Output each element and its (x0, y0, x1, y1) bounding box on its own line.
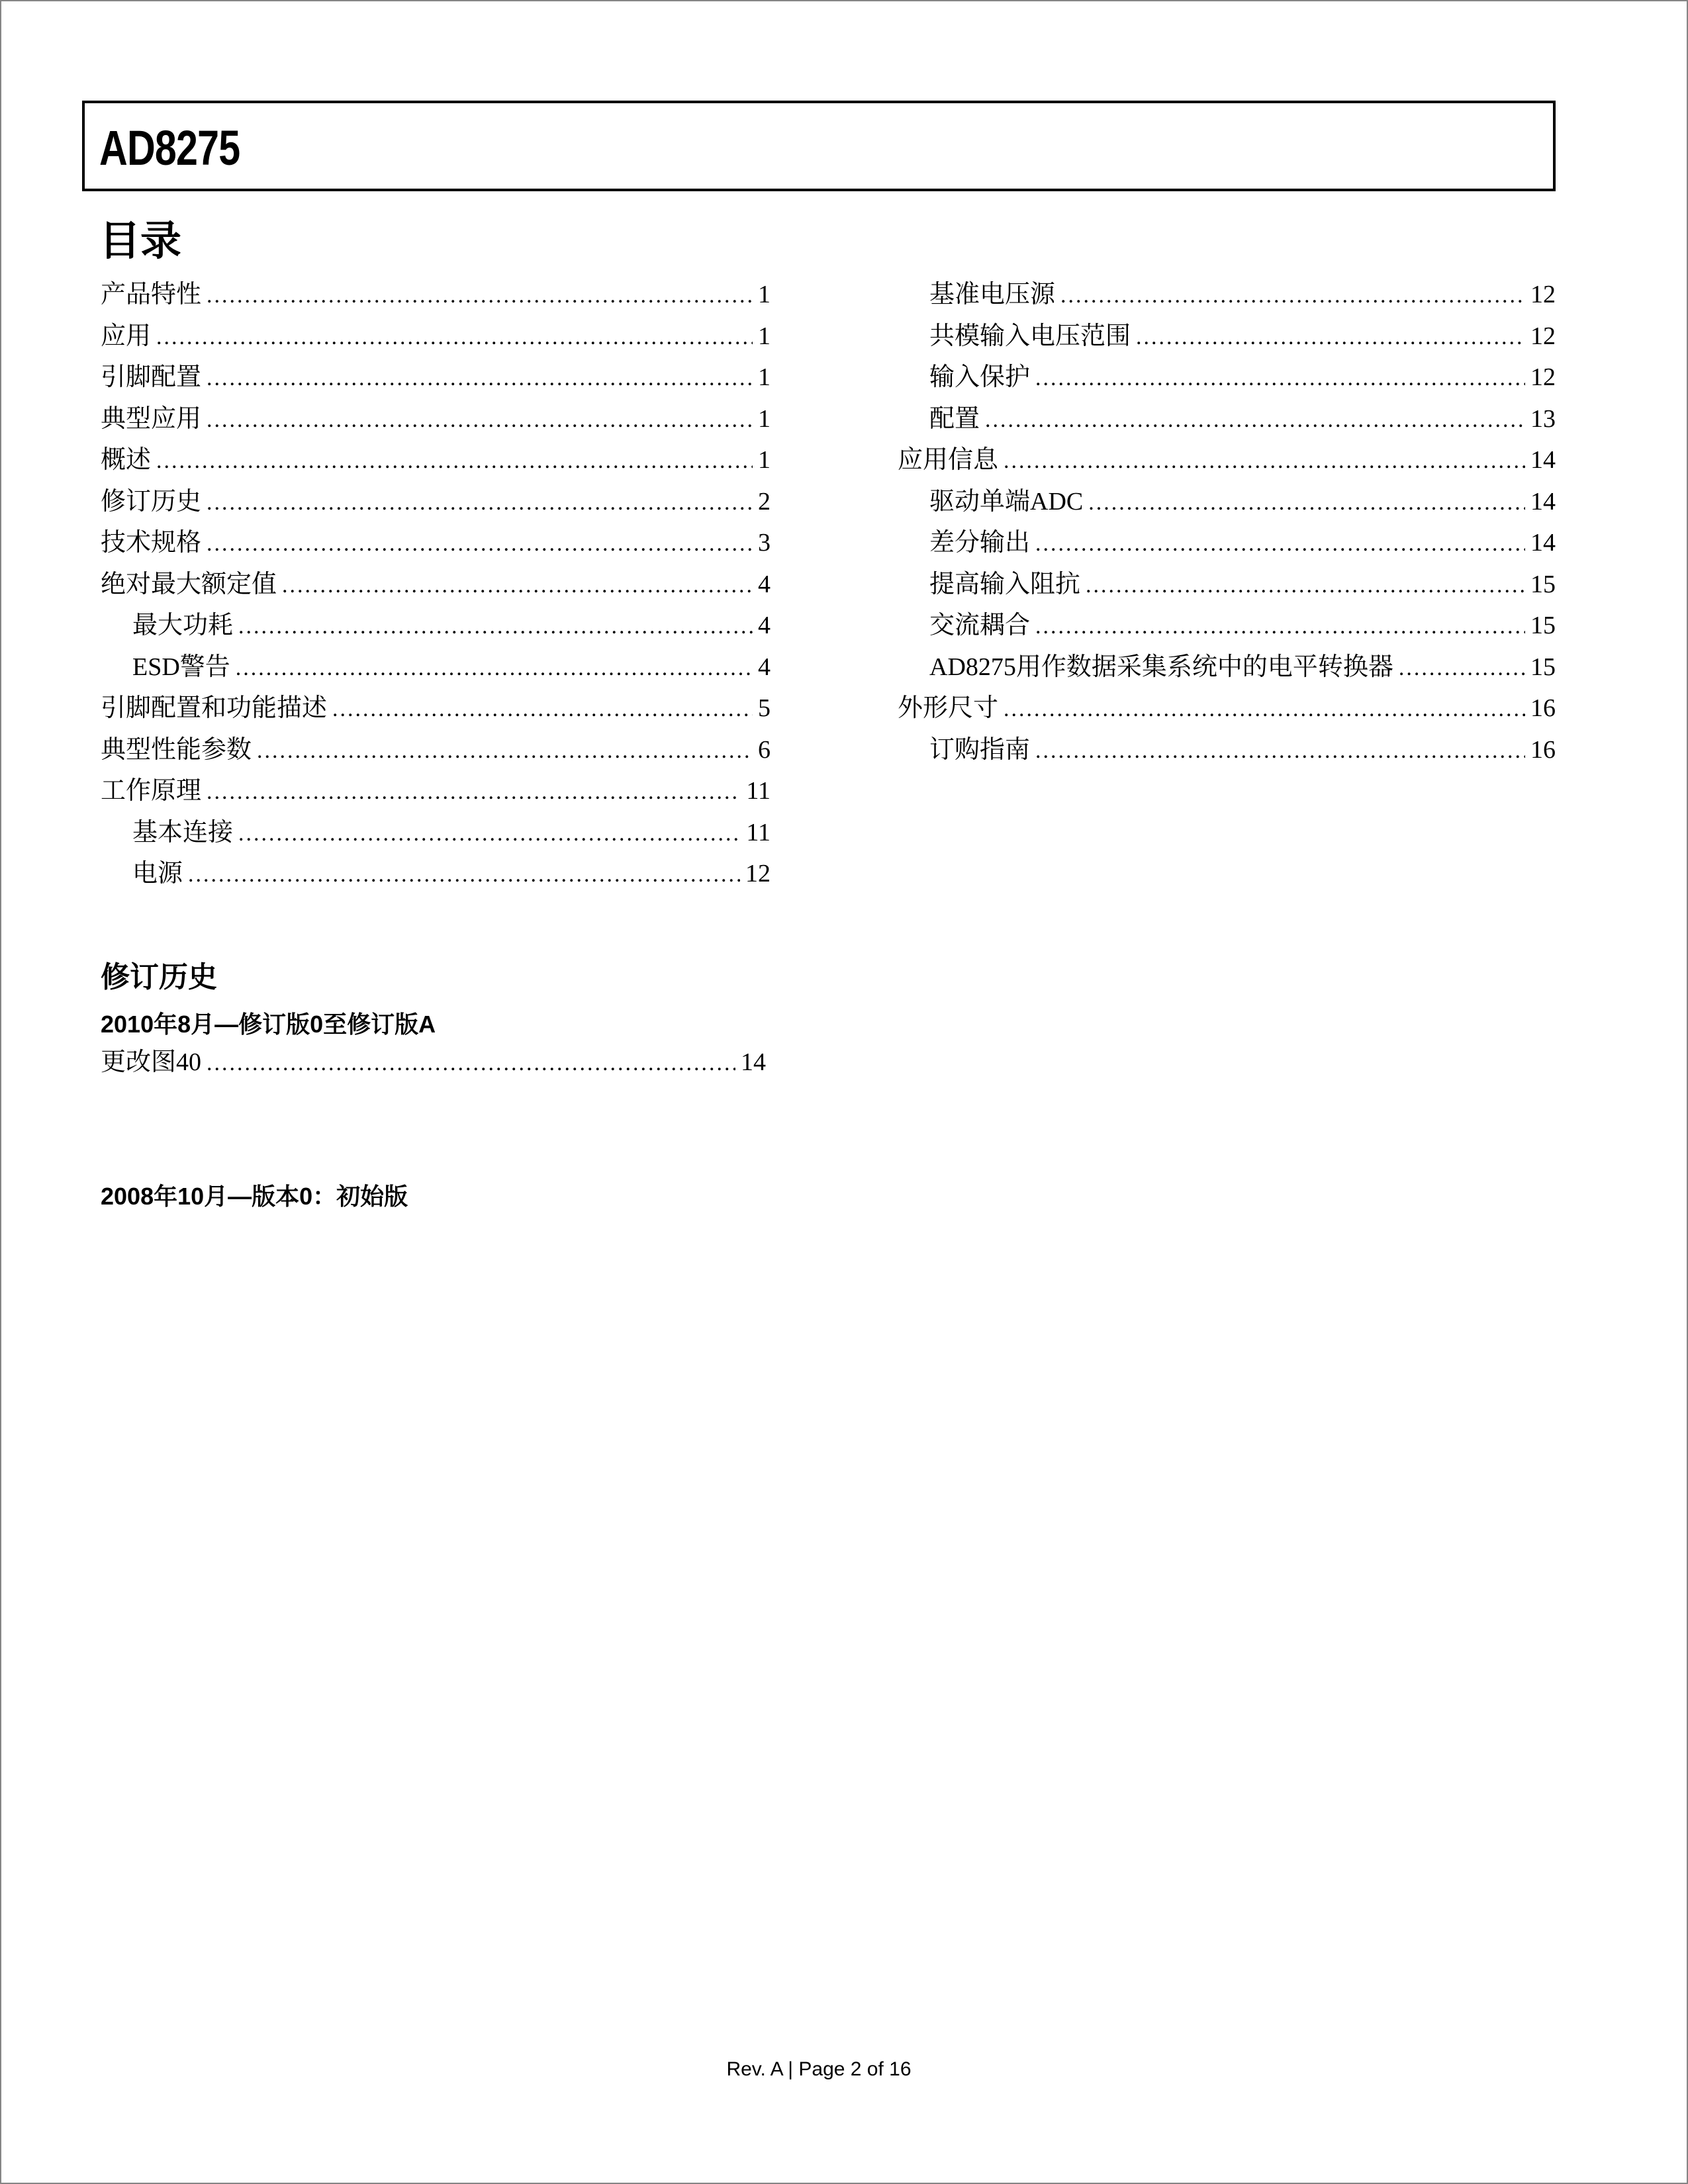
dot-leader (238, 606, 753, 648)
dot-leader (236, 648, 753, 690)
dot-leader (156, 317, 753, 359)
toc-entry[interactable] (898, 439, 1556, 481)
toc-entry-label: 最大功耗 (132, 612, 234, 639)
toc-entry-label: 配置 (929, 404, 980, 433)
toc-entry-page: 4 (758, 653, 771, 681)
toc-entry-page: 14 (1530, 446, 1556, 474)
toc-entry-label: 交流耦合 (929, 612, 1031, 639)
dot-leader (1035, 358, 1525, 400)
dot-leader (1035, 731, 1525, 772)
toc-entry[interactable] (101, 853, 771, 895)
dot-leader (207, 482, 753, 524)
toc-entry-page: 1 (758, 404, 771, 433)
toc-entry-page: 2 (758, 487, 771, 516)
toc-entry-page: 14 (1530, 529, 1556, 557)
toc-entry[interactable] (898, 398, 1556, 440)
toc-entry-label: 修订历史 (101, 487, 202, 516)
toc-left-column (101, 274, 771, 895)
toc-entry[interactable] (101, 316, 771, 357)
toc-entry-label: 技术规格 (101, 529, 202, 557)
toc-entry[interactable] (101, 647, 771, 688)
datasheet-header-box (82, 101, 1556, 191)
toc-title: 目录 (99, 218, 182, 264)
toc-entry[interactable] (898, 729, 1556, 771)
toc-entry-label: 电源 (132, 860, 183, 887)
dot-leader (1086, 565, 1525, 607)
toc-entry-label: 典型性能参数 (101, 735, 252, 764)
toc-entry-label: 基本连接 (132, 818, 234, 846)
revision-entry (101, 1042, 766, 1084)
toc-entry-label: 引脚配置 (101, 363, 202, 391)
toc-entry[interactable] (898, 357, 1556, 398)
toc-entry[interactable] (101, 357, 771, 398)
toc-entry[interactable] (898, 647, 1556, 688)
dot-leader (207, 772, 741, 813)
toc-entry-page: 11 (746, 777, 771, 805)
toc-entry-page: 1 (758, 363, 771, 391)
toc-entry-label: 工作原理 (101, 777, 202, 805)
dot-leader (207, 400, 753, 441)
toc-entry-label: ESD警告 (132, 653, 230, 681)
toc-entry-page: 15 (1530, 653, 1556, 681)
dot-leader (1004, 689, 1525, 731)
toc-entry-label: 外形尺寸 (898, 694, 999, 722)
toc-entry-page: 14 (1530, 487, 1556, 516)
dot-leader (1004, 441, 1525, 482)
dot-leader (207, 358, 753, 400)
toc-entry[interactable] (898, 688, 1556, 729)
dot-leader (1399, 648, 1525, 690)
toc-entry-page: 12 (1530, 363, 1556, 391)
dot-leader (332, 689, 753, 731)
revision-entry-page: 14 (741, 1048, 766, 1076)
toc-entry[interactable] (101, 398, 771, 440)
toc-entry-page: 4 (758, 570, 771, 598)
toc-entry[interactable] (101, 564, 771, 606)
dot-leader (207, 523, 753, 565)
dot-leader (188, 854, 740, 896)
revision-entry-label: 更改图40 (101, 1048, 202, 1076)
toc-entry-page: 1 (758, 446, 771, 474)
toc-entry-page: 6 (758, 735, 771, 764)
dot-leader (282, 565, 753, 607)
toc-entry[interactable] (101, 729, 771, 771)
toc-entry-page: 4 (758, 612, 771, 639)
toc-entry[interactable] (101, 688, 771, 729)
toc-entry[interactable] (898, 481, 1556, 523)
toc-entry-label: 产品特性 (101, 281, 202, 308)
toc-entry-label: 共模输入电压范围 (929, 322, 1131, 350)
toc-entry[interactable] (898, 316, 1556, 357)
toc-entry-page: 15 (1530, 570, 1556, 598)
dot-leader (238, 813, 741, 855)
toc-entry-label: 提高输入阻抗 (929, 570, 1081, 598)
toc-entry[interactable] (898, 522, 1556, 564)
dot-leader (1088, 482, 1525, 524)
toc-entry[interactable] (101, 770, 771, 812)
part-number: AD8275 (99, 120, 240, 175)
toc-entry[interactable] (101, 522, 771, 564)
toc-entry-page: 16 (1530, 735, 1556, 764)
toc-entry[interactable] (101, 605, 771, 647)
revision-0-heading: 2008年10月—版本0：初始版 (101, 1183, 408, 1210)
toc-entry-label: AD8275用作数据采集系统中的电平转换器 (929, 653, 1393, 681)
toc-entry[interactable] (898, 564, 1556, 606)
toc-entry-page: 15 (1530, 612, 1556, 639)
toc-entry-label: 差分输出 (929, 529, 1031, 557)
toc-entry-label: 订购指南 (929, 735, 1031, 764)
toc-entry-page: 16 (1530, 694, 1556, 722)
toc-entry-page: 5 (758, 694, 771, 722)
toc-entry[interactable] (898, 274, 1556, 316)
toc-entry-page: 11 (746, 818, 771, 846)
toc-entry-page: 12 (1530, 281, 1556, 308)
toc-entry[interactable] (101, 481, 771, 523)
toc-entry-label: 应用信息 (898, 446, 999, 474)
toc-entry-label: 绝对最大额定值 (101, 570, 277, 598)
dot-leader (207, 275, 753, 317)
toc-entry-label: 概述 (101, 446, 152, 474)
dot-leader (1035, 523, 1525, 565)
page-footer: Rev. A | Page 2 of 16 (726, 2058, 912, 2080)
toc-entry-label: 典型应用 (101, 404, 202, 433)
toc-entry[interactable] (898, 605, 1556, 647)
toc-right-column (898, 274, 1556, 770)
dot-leader (985, 400, 1525, 441)
toc-entry-label: 引脚配置和功能描述 (101, 694, 328, 722)
toc-entry-page: 12 (1530, 322, 1556, 350)
toc-entry-page: 1 (758, 322, 771, 350)
toc-entry-page: 12 (745, 860, 771, 887)
toc-entry-label: 驱动单端ADC (929, 487, 1084, 516)
toc-entry-page: 1 (758, 281, 771, 308)
dot-leader (257, 731, 753, 772)
toc-entry-label: 应用 (101, 322, 152, 350)
toc-entry[interactable] (101, 812, 771, 854)
toc-entry[interactable] (101, 274, 771, 316)
revision-a-heading: 2010年8月—修订版0至修订版A (101, 1011, 436, 1038)
toc-entry-label: 输入保护 (929, 363, 1031, 391)
toc-entry[interactable] (101, 439, 771, 481)
dot-leader (1035, 606, 1525, 648)
dot-leader (156, 441, 753, 482)
toc-entry-page: 13 (1530, 404, 1556, 433)
dot-leader (207, 1043, 735, 1084)
toc-entry-page: 3 (758, 529, 771, 557)
revision-history-title: 修订历史 (101, 961, 217, 993)
toc-entry-label: 基准电压源 (929, 281, 1056, 308)
dot-leader (1060, 275, 1525, 317)
dot-leader (1136, 317, 1525, 359)
